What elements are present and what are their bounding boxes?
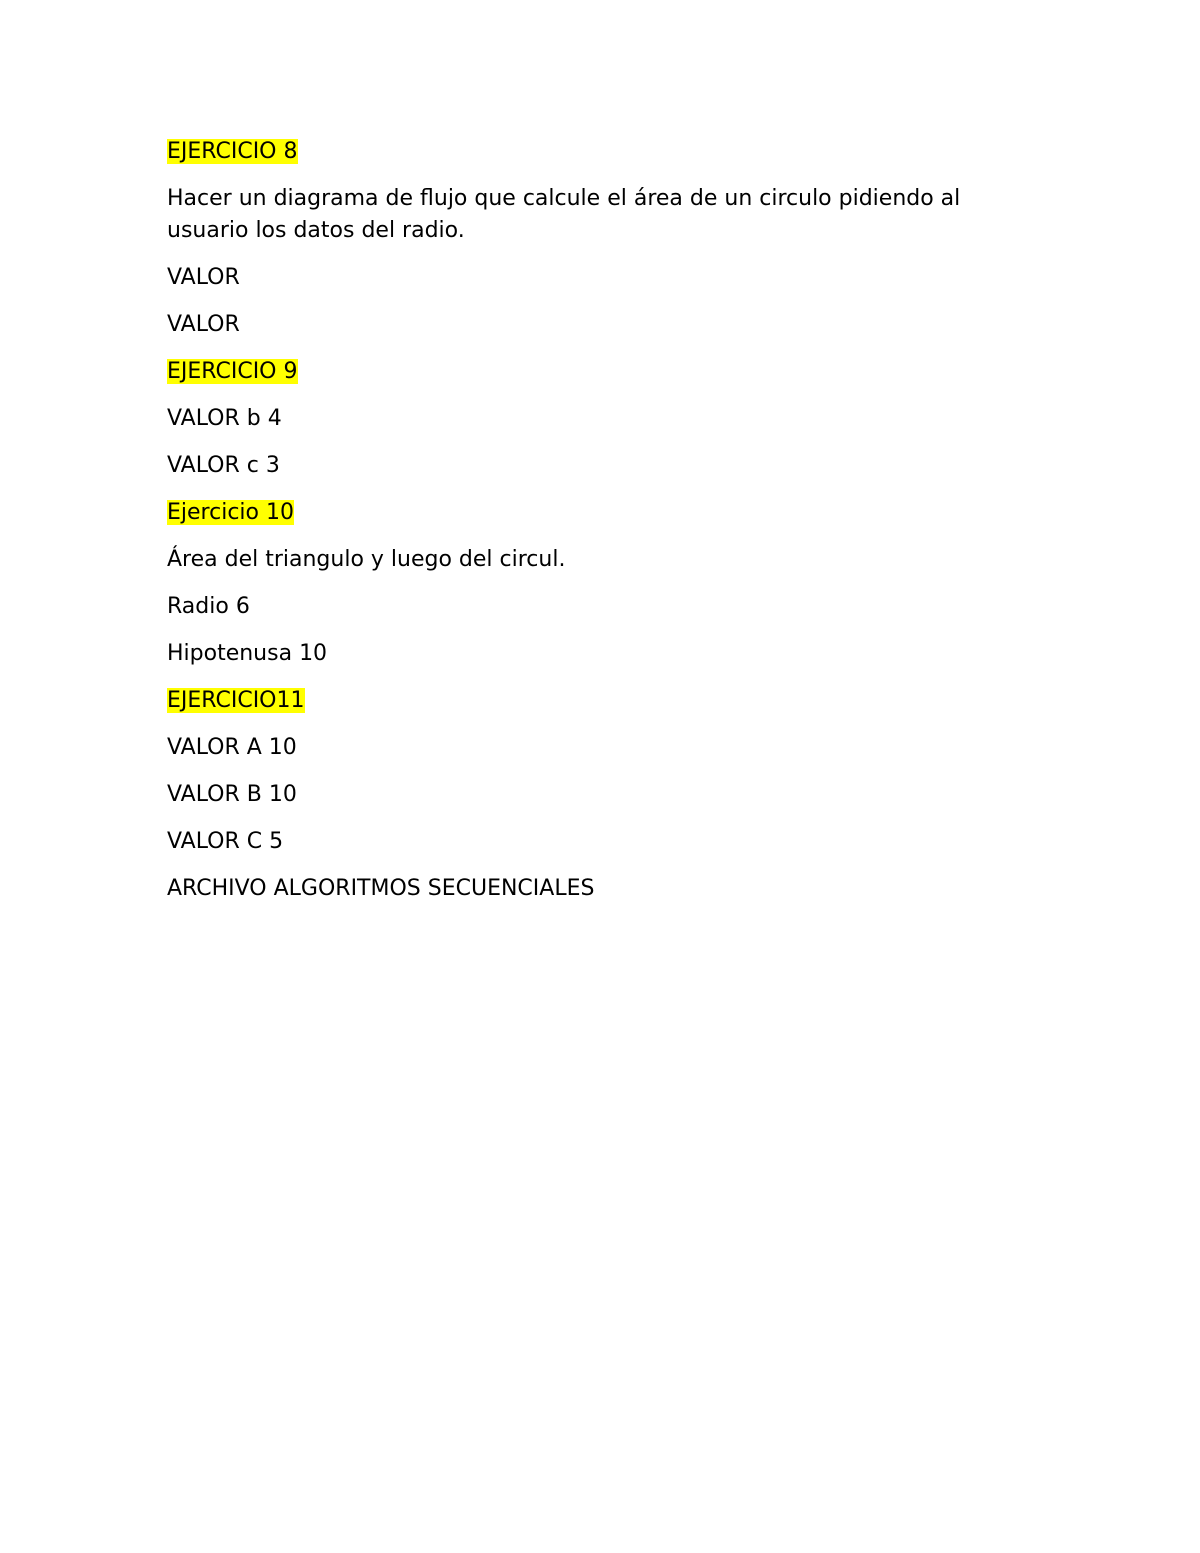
heading-ejercicio-10 bbox=[167, 497, 1047, 529]
paragraph-area: Área del triangulo y luego del circul. bbox=[167, 547, 566, 572]
paragraph-valor-c-upper: VALOR C 5 bbox=[167, 829, 284, 854]
document-body bbox=[167, 136, 1047, 920]
highlighted-text: EJERCICIO 8 bbox=[167, 139, 298, 164]
heading-ejercicio-8 bbox=[167, 136, 1047, 168]
paragraph-valor-c: VALOR c 3 bbox=[167, 453, 280, 478]
paragraph-radio: Radio 6 bbox=[167, 594, 250, 619]
paragraph-instruction: Hacer un diagrama de flujo que calcule el área de un circulo pidiendo al usuario los datos del radio. bbox=[167, 186, 961, 243]
highlighted-text: EJERCICIO11 bbox=[167, 688, 305, 713]
paragraph-archivo: ARCHIVO ALGORITMOS SECUENCIALES bbox=[167, 876, 595, 901]
paragraph-valor: VALOR bbox=[167, 312, 240, 337]
highlighted-text: Ejercicio 10 bbox=[167, 500, 294, 525]
paragraph-valor-a: VALOR A 10 bbox=[167, 735, 297, 760]
paragraph-hipotenusa: Hipotenusa 10 bbox=[167, 641, 328, 666]
paragraph-valor-b: VALOR b 4 bbox=[167, 406, 282, 431]
heading-ejercicio-9 bbox=[167, 356, 1047, 388]
highlighted-text: EJERCICIO 9 bbox=[167, 359, 298, 384]
paragraph-valor-b-upper: VALOR B 10 bbox=[167, 782, 297, 807]
heading-ejercicio-11 bbox=[167, 685, 1047, 717]
paragraph-valor: VALOR bbox=[167, 265, 240, 290]
